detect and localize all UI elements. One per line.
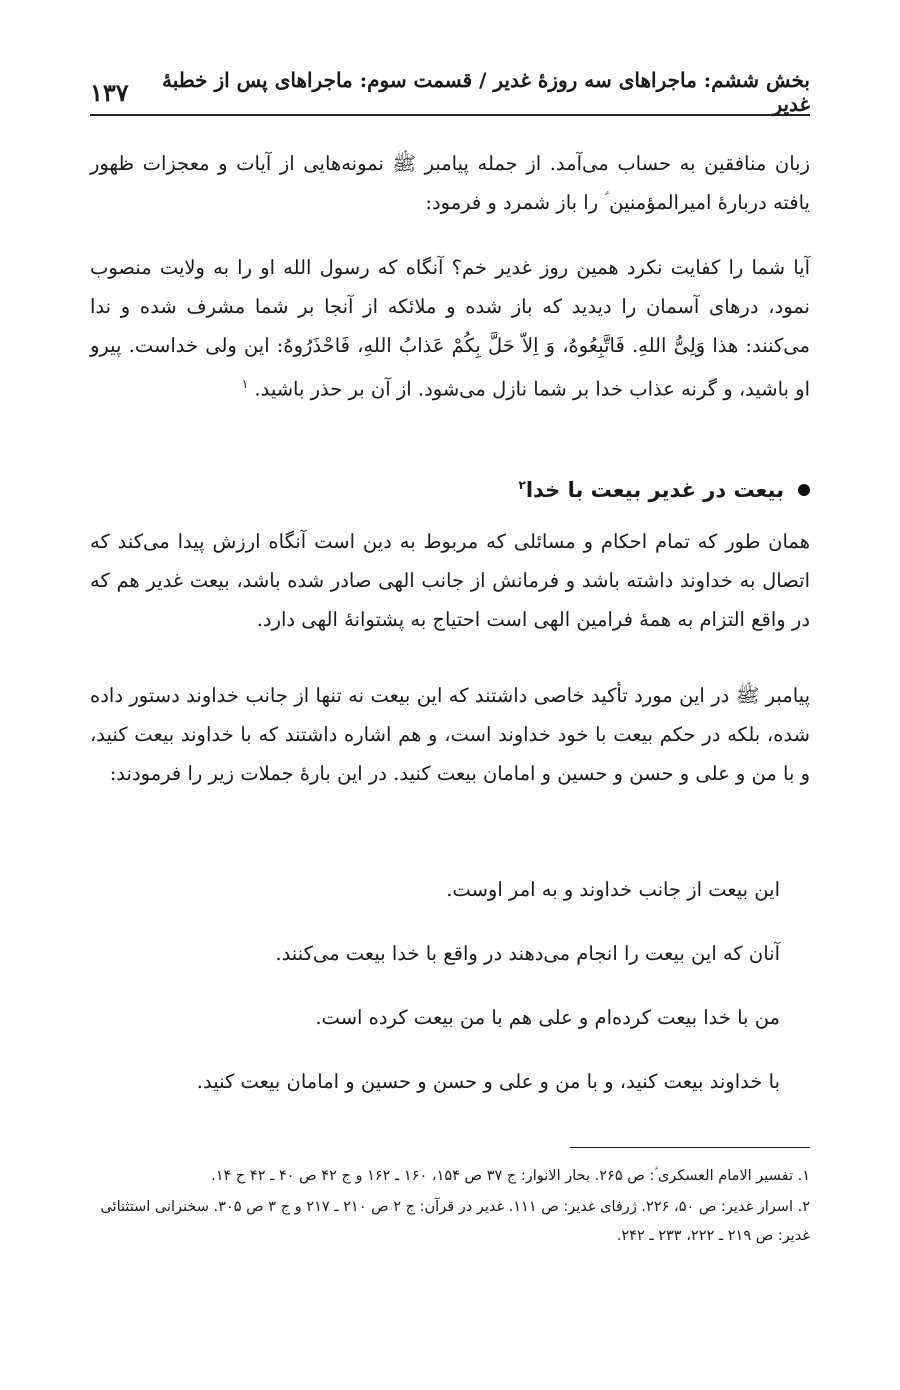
page-number: ۱۳۷: [90, 77, 129, 107]
footnote-divider: [570, 1147, 810, 1148]
footnote-2: ۲. اسرار غدیر: ص ۵۰، ۲۲۶. ژرفای غدیر: ص ۱۱۱. غدیر در قرآن: ج ۲ ص ۲۱۰ ـ ۲۱۷ و ج ۳ ص ۳۰۵. سخنرانی استثنائی غدیر: ص ۲۱۹ ـ ۲۲۲، ۲۳۳ ـ ۲۴۲.: [100, 1199, 810, 1244]
quote-line-1: این بیعت از جانب خداوند و به امر اوست.: [446, 878, 780, 901]
header-title: بخش ششم: ماجراهای سه روزهٔ غدیر / قسمت سوم: ماجراهای پس از خطبهٔ غدیر: [162, 68, 810, 116]
section-heading-text: بیعت در غدیر بیعت با خدا: [525, 478, 784, 502]
paragraph-quote-text: آیا شما را کفایت نکرد همین روز غدیر خم؟ آنگاه که رسول الله او را به ولایت منصوب نمود، درهای آسمان را دیدید که باز شده و ملائکه از آنجا بر شما مشرف شده و ندا می‌کنند: هذا وَلِیُّ اللهِ. فَاتَّبِعُوهُ، وَ اِلاّ حَلَّ بِکُمْ عَذابُ اللهِ، فَاحْذَرُوهُ: این ولی خداست. پیرو او باشید، و گرنه عذاب خدا بر شما نازل می‌شود. از آن بر حذر باشید.: [90, 256, 810, 401]
section-heading: [519, 478, 811, 502]
quote-line-4: با خداوند بیعت کنید، و با من و علی و حسن و حسین و امامان بیعت کنید.: [196, 1070, 780, 1093]
paragraph-emphasis: پیامبر ﷺ در این مورد تأکید خاصی داشتند که این بیعت نه تنها از جانب خداوند دستور داده شده، بلکه در حکم بیعت با خود خداوند است، و هم اشاره داشتند که با خداوند بیعت کنید، و با من و علی و حسن و حسین و امامان بیعت کنید. در این بارهٔ جملات زیر را فرمودند:: [90, 684, 810, 785]
quoted-sayings: [90, 866, 780, 1122]
footnote-ref-2[interactable]: ۲: [518, 478, 526, 492]
quote-line-3: من با خدا بیعت کرده‌ام و علی هم با من بیعت کرده است.: [315, 1006, 780, 1029]
paragraph-quote-ghadir: [90, 248, 810, 409]
running-header: [90, 70, 810, 116]
paragraph-rulings: همان طور که تمام احکام و مسائلی که مربوط به دین است آنگاه ارزش پیدا می‌کند که اتصال به خداوند داشته باشد و فرمانش از جانب الهی صادر شده باشد، بیعت غدیر هم که در واقع التزام به همهٔ فرامین الهی است احتیاج به پشتوانهٔ الهی دارد.: [90, 530, 810, 631]
footnote-ref-1[interactable]: ۱: [241, 377, 249, 391]
footnotes: [90, 1162, 810, 1253]
quote-line-2: آنان که این بیعت را انجام می‌دهند در واقع با خدا بیعت می‌کنند.: [275, 942, 780, 965]
footnote-1: ۱. تفسیر الامام العسکری ؑ: ص ۲۶۵. بحار الانوار: ج ۳۷ ص ۱۵۴، ۱۶۰ ـ ۱۶۲ و ج ۴۲ ص ۴۰ ـ ۴۲ ح ۱۴.: [211, 1168, 810, 1184]
paragraph-intro: زبان منافقین به حساب می‌آمد. از جمله پیامبر ﷺ نمونه‌هایی از آیات و معجزات ظهور یافته دربارهٔ امیرالمؤمنین ؑ را باز شمرد و فرمود:: [90, 152, 810, 214]
bullet-icon: [798, 484, 810, 496]
